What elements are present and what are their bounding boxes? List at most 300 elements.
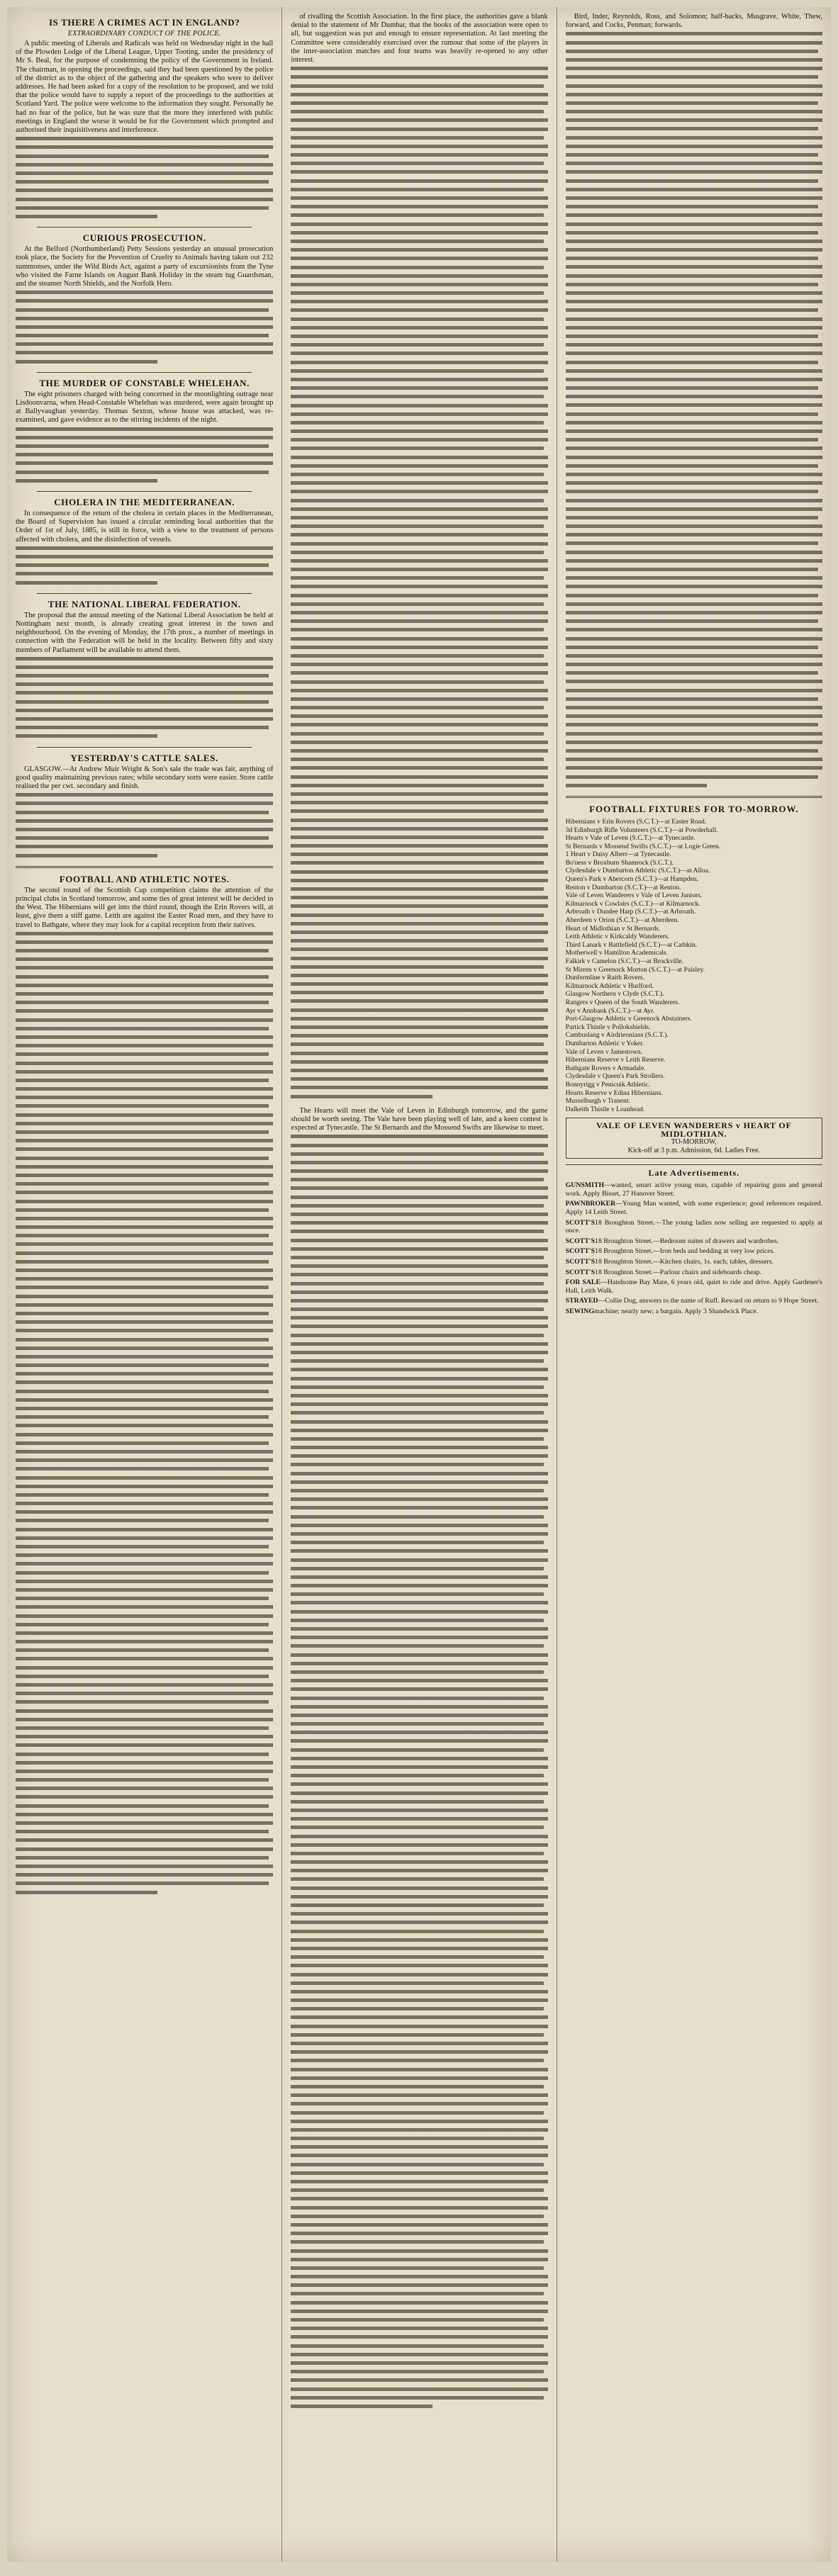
text-line xyxy=(16,1388,269,1396)
advertisement xyxy=(566,1247,822,1256)
text-line xyxy=(291,237,543,246)
text-line xyxy=(566,272,822,281)
text-line xyxy=(566,479,822,488)
text-line xyxy=(291,626,543,634)
article-text: A public meeting of Liberals and Radicals was held on Wednesday night in the hall of the Plowden Lodge of the Liberal League, Upper Tooting, under the presidency of Mr S. Beal, for the purpose of condemning the policy of the Government in Ireland. The chairman, in opening the proceedings, said they had been questioned by the police of the district as to the object of the gathering and the speakers who were to deliver addresses. He had been asked for a copy of the resolution to be proposed, and we told that the police would have to supply a report of the proceedings to the authorities at Scotland Yard. The police were welcome to the information they sought. Personally he had no fear of the police, but he was sure that the more they interfered with public meetings in England the worse it would be for the Government which prompted and authorised their inquisitiveness and interference. xyxy=(16,40,274,135)
text-line xyxy=(291,1798,543,1806)
text-line xyxy=(291,1918,547,1927)
text-line xyxy=(566,203,818,211)
text-line xyxy=(16,990,273,999)
text-line xyxy=(291,747,547,755)
text-line xyxy=(291,2290,543,2298)
fixture-item: Dunfermline v Raith Rovers. xyxy=(565,974,645,982)
text-line xyxy=(291,1823,543,1832)
text-line xyxy=(16,1655,273,1663)
text-line xyxy=(16,791,273,799)
text-line xyxy=(291,1015,543,1023)
text-line xyxy=(16,1646,269,1655)
text-line xyxy=(566,539,818,548)
text-line xyxy=(291,194,547,203)
text-line xyxy=(291,807,543,816)
text-line xyxy=(566,289,822,298)
divider xyxy=(37,593,252,594)
text-line xyxy=(291,514,547,522)
article-cattle-sales xyxy=(16,753,273,860)
text-line xyxy=(566,211,822,220)
text-line xyxy=(16,442,269,451)
text-line xyxy=(291,635,547,643)
text-line xyxy=(291,540,547,549)
text-line xyxy=(291,617,547,626)
text-line xyxy=(566,82,822,91)
text-line xyxy=(291,1461,543,1469)
text-line xyxy=(566,384,818,393)
text-line xyxy=(291,1780,547,1789)
text-line xyxy=(16,1405,273,1413)
text-line xyxy=(291,229,547,237)
text-line xyxy=(291,1530,547,1539)
text-line xyxy=(291,1392,547,1400)
article-football-notes xyxy=(16,874,273,1897)
text-line xyxy=(291,2342,543,2351)
text-line xyxy=(291,159,543,168)
text-line xyxy=(291,220,547,229)
text-line xyxy=(16,1016,273,1025)
text-line xyxy=(291,2100,547,2108)
text-line xyxy=(291,790,547,799)
newspaper-page xyxy=(7,7,831,2562)
text-line xyxy=(16,1258,269,1266)
text-line xyxy=(291,1522,547,1530)
text-line xyxy=(566,635,822,643)
fixture-item: Falkirk v Camelon (S.C.T.)—at Brockville. xyxy=(565,957,684,965)
match-advert-box xyxy=(566,1118,822,1159)
fixture-item: Clydesdale v Queen's Park Strollers. xyxy=(565,1072,665,1081)
text-line xyxy=(291,427,547,436)
text-line xyxy=(16,135,273,143)
text-line xyxy=(291,2247,547,2256)
text-line xyxy=(16,213,157,221)
divider xyxy=(37,372,252,373)
text-line xyxy=(16,1500,273,1508)
advertisement xyxy=(566,1269,822,1277)
article-cholera xyxy=(16,497,273,587)
text-line xyxy=(291,1210,547,1219)
text-line xyxy=(16,1076,269,1085)
text-line xyxy=(16,1093,273,1102)
text-line xyxy=(291,2333,547,2341)
text-line xyxy=(16,323,273,332)
text-line xyxy=(566,677,822,686)
text-line xyxy=(291,444,543,453)
text-line xyxy=(291,920,547,928)
text-line xyxy=(291,2221,547,2229)
text-line xyxy=(291,2256,547,2264)
text-line xyxy=(291,721,547,729)
text-line xyxy=(16,468,269,477)
text-line xyxy=(16,1560,273,1568)
text-line xyxy=(291,1556,547,1565)
column-1 xyxy=(7,7,281,2562)
text-line xyxy=(566,30,822,38)
fixture-item: Vale of Leven v Jamestown. xyxy=(565,1047,643,1056)
text-line xyxy=(291,1032,547,1040)
text-line xyxy=(16,1353,273,1361)
text-line xyxy=(16,1733,273,1741)
text-line xyxy=(566,367,822,376)
text-line xyxy=(16,1724,269,1733)
text-line xyxy=(16,1612,273,1621)
text-line xyxy=(16,930,273,938)
fixture-item: Dumbarton Athletic v Yoker. xyxy=(565,1039,644,1047)
text-line xyxy=(16,1672,269,1681)
fixture-item: Queen's Park v Abercorn (S.C.T.)—at Hampden. xyxy=(565,875,698,884)
text-line xyxy=(566,341,822,349)
text-line xyxy=(291,2178,547,2186)
text-line xyxy=(16,947,269,955)
text-line xyxy=(16,204,269,213)
text-line xyxy=(16,955,273,964)
fixtures-list xyxy=(566,818,822,1113)
text-line xyxy=(291,2264,543,2273)
fixture-item: Kilmarnock Athletic v Hurlford. xyxy=(565,982,654,990)
text-line xyxy=(291,1513,543,1522)
text-line xyxy=(16,1266,273,1275)
text-line xyxy=(566,609,822,617)
text-line xyxy=(291,1677,547,1685)
text-line xyxy=(291,669,547,677)
text-line xyxy=(566,652,822,660)
text-line xyxy=(16,425,273,434)
text-line xyxy=(16,1767,273,1776)
text-line xyxy=(566,592,818,600)
text-line xyxy=(291,324,547,332)
text-line xyxy=(291,134,543,142)
text-line xyxy=(291,2169,547,2178)
text-line xyxy=(291,600,543,609)
article-continued-text xyxy=(16,655,273,741)
article-team-lists xyxy=(566,13,822,790)
text-line xyxy=(16,1137,273,1145)
text-line xyxy=(291,1288,547,1297)
text-line xyxy=(566,660,822,669)
text-line xyxy=(291,1340,547,1349)
advertisement-text: 18 Broughton Street.—Bedroom suites of drawers and wardrobes. xyxy=(595,1237,779,1245)
text-line xyxy=(566,764,822,772)
text-line xyxy=(566,73,818,81)
text-line xyxy=(16,1033,273,1042)
text-line xyxy=(291,1867,547,1875)
text-line xyxy=(291,116,547,125)
text-line xyxy=(291,1067,543,1075)
fixture-item: Ayr v Annbank (S.C.T.)—at Ayr. xyxy=(565,1006,655,1015)
text-line xyxy=(16,1517,269,1525)
text-line xyxy=(291,1893,547,1901)
text-line xyxy=(566,436,818,444)
text-line xyxy=(16,799,273,808)
text-line xyxy=(16,1750,269,1759)
text-line xyxy=(291,842,547,850)
text-line xyxy=(291,773,547,782)
text-line xyxy=(566,254,818,263)
article-continued-text xyxy=(566,30,822,790)
advertisement-text: —Collie Dog, answers to the name of Ruff. Reward on return to 9 Hope Street. xyxy=(598,1297,819,1305)
text-line xyxy=(566,246,822,254)
text-line xyxy=(291,1487,543,1495)
text-line xyxy=(16,1448,273,1456)
text-line xyxy=(566,574,822,583)
text-line xyxy=(291,1755,547,1763)
text-line xyxy=(16,715,273,724)
fixtures-title: FOOTBALL FIXTURES FOR TO-MORROW. xyxy=(589,803,799,814)
text-line xyxy=(16,1171,273,1180)
text-line xyxy=(566,704,822,712)
text-line xyxy=(291,254,547,263)
text-line xyxy=(291,168,547,176)
text-line xyxy=(291,1763,547,1772)
headline: IS THERE A CRIMES ACT IN ENGLAND? xyxy=(49,17,240,28)
text-line xyxy=(566,721,818,729)
text-line xyxy=(291,64,547,73)
text-line xyxy=(291,859,543,867)
text-line xyxy=(291,877,547,885)
text-line xyxy=(16,1293,273,1301)
text-line xyxy=(16,297,273,305)
text-line xyxy=(291,125,547,134)
text-line xyxy=(16,1059,273,1068)
text-line xyxy=(566,454,822,462)
article-football-continued xyxy=(291,13,547,1101)
fixture-item: Hearts Reserve v Edina Hibernians. xyxy=(565,1089,663,1097)
text-line xyxy=(16,663,273,672)
text-line xyxy=(291,2117,547,2126)
fixture-item: Bonnyrigg v Penicuik Athletic. xyxy=(565,1080,651,1089)
article-text: The second round of the Scottish Cup competition claims the attention of the principal clubs in Scotland tomorrow, and some ties of great interest will be decided in the West. The Hibernians will get into the third round, though the Erin Rovers will, at least, give them a stiff game. Leith are against the Easter Road men, and they have to travel to Bathgate, where they may look for a capital reception from their natives. xyxy=(16,886,274,929)
fixture-item: Kilmarnock v Cowlairs (S.C.T.)—at Kilmarnock. xyxy=(565,899,700,908)
advertisement-lead: SCOTT'S xyxy=(565,1258,596,1266)
fixture-item: Leith Athletic v Kirkcaldy Wanderers. xyxy=(565,933,670,941)
text-line xyxy=(291,1050,547,1058)
text-line xyxy=(566,427,822,436)
match-advert-date: TO-MORROW, xyxy=(671,1138,717,1147)
article-liberal-federation xyxy=(16,599,273,741)
text-line xyxy=(291,1833,547,1841)
text-line xyxy=(291,315,543,324)
text-line xyxy=(566,747,818,755)
text-line xyxy=(16,1456,273,1465)
text-line xyxy=(291,289,543,298)
text-line xyxy=(16,1050,269,1059)
advertisement-lead: FOR SALE xyxy=(565,1278,600,1287)
text-line xyxy=(566,177,818,186)
text-line xyxy=(16,544,273,553)
text-line xyxy=(291,531,547,539)
text-line xyxy=(16,1465,269,1473)
advertisement-text: 18 Broughton Street.—Kitchen chairs, 1s. each; tables, dressers. xyxy=(595,1258,773,1266)
text-line xyxy=(566,263,822,271)
text-line xyxy=(16,1120,273,1128)
article-text: The eight prisoners charged with being concerned in the moonlighting outrage near Lisdoonvarna, when Head-Constable Whelehan was murdered, were again brought up at Ballyvaughan yesterday. Thomas Sexton, whose house was attacked, was re-examined, and gave evidence as to the stirring incidents of the night. xyxy=(16,390,274,424)
text-line xyxy=(566,583,822,591)
text-line xyxy=(16,1154,269,1163)
fixture-item: Heart of Midlothian v St Bernards. xyxy=(565,924,661,933)
text-line xyxy=(16,1716,273,1724)
text-line xyxy=(291,2031,543,2040)
text-line xyxy=(566,401,822,410)
text-line xyxy=(291,937,543,945)
text-line xyxy=(16,1215,273,1223)
text-line xyxy=(16,1068,273,1076)
text-line xyxy=(566,298,822,306)
text-line xyxy=(291,1694,543,1703)
text-line xyxy=(566,159,822,168)
text-line xyxy=(566,229,818,237)
text-line xyxy=(291,1237,547,1245)
text-line xyxy=(291,1427,547,1435)
text-line xyxy=(291,1737,547,1745)
article-text: At the Belford (Northumberland) Petty Sessions yesterday an unusual prosecution took place, the Society for the Prevention of Cruelty to Animals having taken out 232 summonses, under the Wild Birds Act, against a party of excursionists from the Tyne who visited the Farne Islands on August Bank Holiday in the steam tug Guardsman, and the steamer North Shields, and the Norfolk Hero. xyxy=(16,245,274,288)
text-line xyxy=(16,1802,269,1811)
text-line xyxy=(566,505,822,514)
text-line xyxy=(291,1006,547,1015)
text-line xyxy=(566,410,818,419)
text-line xyxy=(16,817,273,826)
fixture-item: Rangers v Queen of the South Wanderers. xyxy=(565,998,680,1006)
text-line xyxy=(291,1850,543,1858)
text-line xyxy=(16,1889,157,1897)
text-line xyxy=(16,1836,273,1845)
text-line xyxy=(291,2074,547,2083)
text-line xyxy=(291,2229,547,2238)
text-line xyxy=(291,963,543,972)
fixture-item: Clydesdale v Dumbarton Athletic (S.C.T.)—at Alloa. xyxy=(565,867,710,875)
text-line xyxy=(566,151,818,159)
text-line xyxy=(566,531,822,539)
text-line xyxy=(291,1093,432,1101)
text-line xyxy=(16,1784,273,1793)
text-line xyxy=(291,2066,547,2074)
text-line xyxy=(291,1633,547,1642)
text-line xyxy=(566,332,818,341)
text-line xyxy=(16,1188,273,1197)
text-line xyxy=(16,1232,269,1240)
text-line xyxy=(291,1651,547,1660)
text-line xyxy=(291,1150,543,1159)
divider xyxy=(37,491,252,492)
text-line xyxy=(566,324,822,332)
match-advert-details: Kick-off at 3 p.m. Admission, 6d. Ladies Free. xyxy=(627,1147,761,1155)
text-line xyxy=(291,1495,547,1504)
headline: FOOTBALL AND ATHLETIC NOTES. xyxy=(59,873,230,884)
text-line xyxy=(291,2402,432,2411)
text-line xyxy=(16,1310,269,1318)
text-line xyxy=(566,600,822,609)
text-line xyxy=(291,211,543,220)
text-line xyxy=(16,938,273,947)
advertisement xyxy=(566,1200,822,1216)
advertisement-lead: SEWING xyxy=(565,1307,594,1315)
text-line xyxy=(566,194,822,203)
text-line xyxy=(291,264,543,272)
text-line xyxy=(291,1962,547,1970)
advertisements-list xyxy=(566,1181,822,1315)
text-line xyxy=(291,989,543,997)
article-continued-text xyxy=(16,930,273,1897)
article-continued-text xyxy=(16,135,273,221)
article-continued-text xyxy=(291,64,547,1101)
text-line xyxy=(16,169,273,178)
text-line xyxy=(566,168,822,176)
text-line xyxy=(291,2040,547,2048)
text-line xyxy=(16,1474,273,1483)
text-line xyxy=(291,1142,547,1150)
text-line xyxy=(16,1361,269,1370)
article-murder-constable xyxy=(16,378,273,485)
text-line xyxy=(16,1370,273,1378)
text-line xyxy=(566,220,822,229)
text-line xyxy=(16,477,157,485)
text-line xyxy=(291,2013,547,2022)
text-line xyxy=(291,1772,543,1780)
advertisement xyxy=(566,1219,822,1235)
text-line xyxy=(291,1815,547,1823)
text-line xyxy=(291,1254,543,1262)
text-line xyxy=(291,660,547,669)
text-line xyxy=(16,1698,269,1706)
text-line xyxy=(291,203,547,211)
text-line xyxy=(566,64,822,73)
fixture-item: Hibernians Reserve v Leith Reserve. xyxy=(565,1056,666,1064)
text-line xyxy=(291,522,543,531)
advertisement-text: 18 Broughton Street.—Iron beds and bedding at very low prices. xyxy=(595,1247,775,1256)
column-2 xyxy=(281,7,556,2562)
text-line xyxy=(291,1219,547,1227)
text-line xyxy=(291,945,547,954)
text-line xyxy=(566,549,822,557)
text-line xyxy=(291,1616,543,1625)
text-line xyxy=(291,2376,547,2385)
late-advertisements-title: Late Advertisements. xyxy=(566,1164,822,1179)
text-line xyxy=(291,885,543,894)
article-continued-text xyxy=(16,544,273,587)
text-line xyxy=(291,1435,543,1444)
advertisement-lead: SCOTT'S xyxy=(565,1218,596,1227)
text-line xyxy=(291,402,547,410)
text-line xyxy=(16,1741,273,1750)
text-line xyxy=(291,2143,547,2152)
text-line xyxy=(16,1689,273,1698)
text-line xyxy=(291,1280,543,1288)
text-line xyxy=(16,1621,269,1629)
text-line xyxy=(291,1582,547,1590)
text-line xyxy=(16,332,269,340)
text-line xyxy=(291,497,543,505)
text-line xyxy=(291,1383,543,1392)
text-line xyxy=(291,1305,543,1314)
text-line xyxy=(291,2316,543,2324)
text-line xyxy=(16,973,269,982)
text-line xyxy=(291,2394,543,2402)
text-line xyxy=(566,782,707,790)
text-line xyxy=(291,108,543,116)
text-line xyxy=(566,39,822,47)
text-line xyxy=(16,161,273,169)
text-line xyxy=(16,1180,269,1188)
text-line xyxy=(291,755,543,764)
text-line xyxy=(291,1366,547,1374)
article-continued-text xyxy=(291,1132,547,2411)
headline: THE NATIONAL LIBERAL FEDERATION. xyxy=(48,598,241,609)
